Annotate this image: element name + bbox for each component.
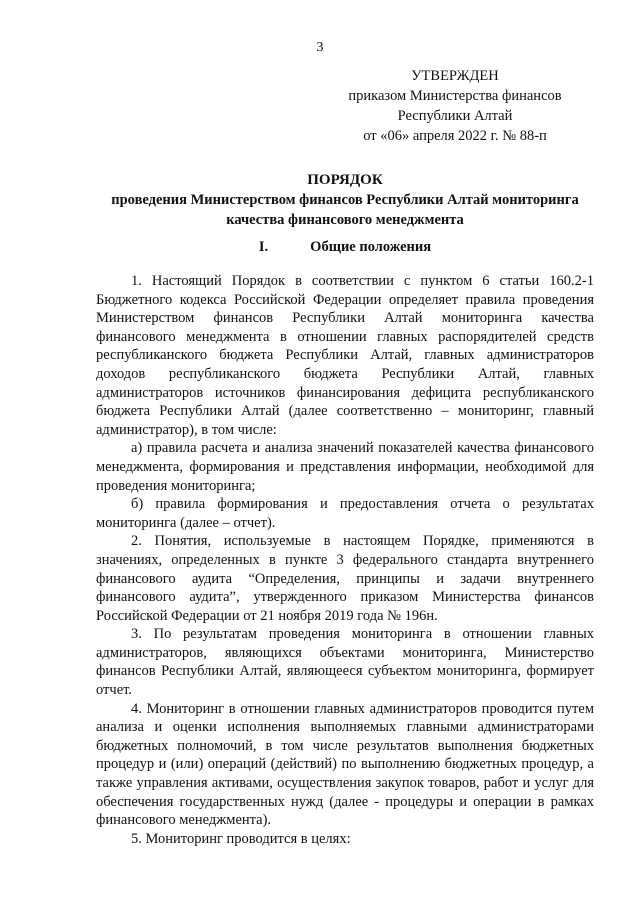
approval-line-4: от «06» апреля 2022 г. № 88-п bbox=[363, 128, 547, 144]
approval-line-2: приказом Министерства финансов bbox=[348, 88, 562, 104]
section-number: I. bbox=[258, 239, 269, 255]
paragraph-5: 5. Мониторинг проводится в целях: bbox=[131, 830, 351, 847]
approval-stamp bbox=[320, 66, 590, 146]
title-line-1: ПОРЯДОК bbox=[307, 172, 383, 188]
section-title: Общие положения bbox=[310, 239, 432, 255]
section-heading bbox=[95, 237, 595, 257]
page-number: 3 bbox=[316, 40, 324, 55]
paragraph-1a: а) правила расчета и анализа значений показателей качества финансового менеджмента, формирования и представления информации, необходимой для проведения мониторинга; bbox=[96, 440, 594, 494]
document-title bbox=[95, 170, 595, 230]
paragraph-1b: б) правила формирования и предоставления отчета о результатах мониторинга (далее – отчет). bbox=[96, 496, 594, 531]
paragraph-2: 2. Понятия, используемые в настоящем Порядке, применяются в значениях, определенных в пункте 3 федерального стандарта внутреннего финансового аудита “Определения, принципы и задачи внутреннего финансового аудита”, утвержденного приказом Министерства финансов Российской Федерации от 21 ноября 2019 года № 196н. bbox=[96, 533, 594, 624]
approval-line-3: Республики Алтай bbox=[397, 108, 513, 124]
paragraph-3: 3. По результатам проведения мониторинга в отношении главных администраторов, являющихся объектами мониторинга, Министерство финансов Республики Алтай, являющееся субъектом мониторинга, формирует отчет. bbox=[96, 626, 594, 699]
approval-line-1: УТВЕРЖДЕН bbox=[411, 68, 499, 84]
document-body bbox=[96, 272, 594, 848]
paragraph-1: 1. Настоящий Порядок в соответствии с пунктом 6 статьи 160.2-1 Бюджетного кодекса Российской Федерации определяет правила проведения Министерством финансов Республики Алтай мониторинга качества финансового менеджмента в отношении главных распорядителей средств республиканского бюджета Республики Алтай, главных администраторов доходов республиканского бюджета Республики Алтай, главных администраторов источников финансирования дефицита республиканского бюджета Республики Алтай (далее соответственно – мониторинг, главный администратор), в том числе: bbox=[96, 273, 594, 438]
title-line-3: качества финансового менеджмента bbox=[226, 212, 464, 228]
paragraph-4: 4. Мониторинг в отношении главных администраторов проводится путем анализа и оценки исполнения выполняемых главными администраторами бюджетных полномочий, в том числе результатов выполнения бюджетных процедур и (или) операций (действий) по выполнению бюджетных процедур, а также управления активами, осуществления закупок товаров, работ и услуг для обеспечения государственных нужд (далее - процедуры и операции в рамках финансового менеджмента). bbox=[96, 700, 594, 829]
title-line-2: проведения Министерством финансов Республики Алтай мониторинга bbox=[111, 192, 579, 208]
